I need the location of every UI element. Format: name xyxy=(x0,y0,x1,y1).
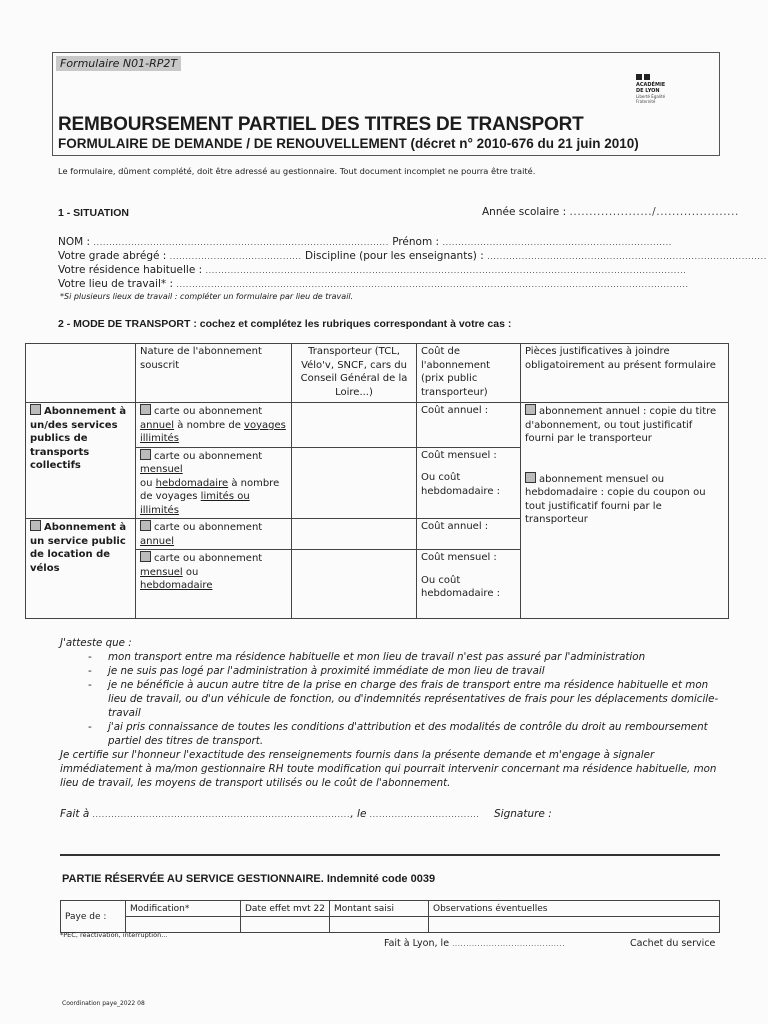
piece2-text: abonnement mensuel ou hebdomadaire : copie du coupon ou tout justificatif fourni par le transporteur xyxy=(525,473,706,525)
academie-logo xyxy=(636,74,680,104)
residence-field[interactable] xyxy=(58,263,686,278)
row1b-limites: limités ou illimités xyxy=(140,491,250,516)
attestation-block xyxy=(60,636,720,790)
row2b-cost-hebdo: Ou coût hebdomadaire : xyxy=(421,574,501,599)
list-item: - je ne bénéficie à aucun autre titre de la prise en charge des frais de transport entre ma résidence habituelle et mon lieu de travail, ou d'un véhicule de fonction, ou d'indemnités représentatives de frais pour les déplacements domicile-travail xyxy=(88,679,719,719)
mode-heading-rest: cochez et complétez les rubriques correspondant à votre cas : xyxy=(199,318,512,330)
mode-heading-main: 2 - MODE DE TRANSPORT : xyxy=(58,318,197,330)
list-item: - je ne suis pas logé par l'administration à proximité immédiate de mon lieu de travail xyxy=(88,665,545,677)
coordination-footer: Coordination paye_2022 08 xyxy=(62,1000,145,1007)
reserve-heading: PARTIE RÉSERVÉE AU SERVICE GESTIONNAIRE. Indemnité code 0039 xyxy=(62,873,436,885)
row2b-pre: carte ou abonnement xyxy=(154,553,263,564)
fait-lyon-label: Fait à Lyon, le xyxy=(384,938,450,949)
nom-dots: .............................................................................................. xyxy=(93,238,389,247)
prenom-label: Prénom : xyxy=(392,236,440,248)
certify-text: Je certifie sur l'honneur l'exactitude des renseignements fournis dans la présente demande et m'engage à signaler immédiatement à ma/mon gestionnaire RH toute modification qui pourrait intervenir concernant ma résidence habituelle, mon lieu de travail, les moyens de transport utilisés ou le coût de l'abonnement. xyxy=(60,749,717,789)
prenom-dots: ......................................................................... xyxy=(442,238,672,247)
row2a-pre: carte ou abonnement xyxy=(154,522,263,533)
pay-cell-date[interactable] xyxy=(241,917,330,933)
lieu-travail-field[interactable] xyxy=(58,277,689,292)
checkbox-piece1-icon[interactable] xyxy=(525,404,536,415)
row1b-mensuel: mensuel xyxy=(140,464,183,475)
logo-motto: Liberté Égalité Fraternité xyxy=(636,94,666,104)
residence-dots: ......................................................................................................................................................... xyxy=(205,266,687,275)
pay-col-paye: Paye de : xyxy=(61,901,126,933)
row2-label: Abonnement à un service public de location de vélos xyxy=(30,522,127,574)
annee-dots: ...................../..................... xyxy=(569,206,739,218)
row2a-transporteur-cell[interactable] xyxy=(292,519,417,550)
checkbox-row2b-icon[interactable] xyxy=(140,551,151,562)
residence-label: Votre résidence habituelle : xyxy=(58,264,203,276)
row2b-ou: ou xyxy=(185,566,199,578)
transport-table xyxy=(25,343,729,619)
row1a-nature-cell[interactable] xyxy=(136,403,292,448)
table-header-row xyxy=(26,344,729,403)
signature-field[interactable]: Signature : xyxy=(494,808,552,820)
row2a-annuel: annuel xyxy=(140,535,175,547)
pay-col-observations: Observations éventuelles xyxy=(428,901,719,917)
fait-lyon-field[interactable] xyxy=(384,938,565,949)
piece2-item[interactable] xyxy=(525,472,724,527)
intro-text: Le formulaire, dûment complété, doit être adressé au gestionnaire. Tout document incomplet ne pourra être traité. xyxy=(58,166,536,176)
list-item: - mon transport entre ma résidence habituelle et mon lieu de travail n'est pas assuré par l'administration xyxy=(88,651,646,663)
fait-dots: .................................................................................. xyxy=(92,810,351,819)
row1b-hebdomadaire: hebdomadaire xyxy=(155,477,229,489)
row2a-cost-cell[interactable]: Coût annuel : xyxy=(417,519,521,550)
header-pieces: Pièces justificatives à joindre obligatoirement au présent formulaire xyxy=(521,344,729,403)
payment-table xyxy=(60,900,720,933)
checkbox-row1b-icon[interactable] xyxy=(140,449,151,460)
header-empty-cell xyxy=(26,344,136,403)
header-cout: Coût de l'abonnement (prix public transporteur) xyxy=(417,344,521,403)
list-item: - j'ai pris connaissance de toutes les conditions d'attribution et des modalités de contrôle du droit au remboursement partiel des titres de transport. xyxy=(88,721,708,747)
divider xyxy=(60,854,720,856)
pieces-cell xyxy=(521,403,729,619)
checkbox-row1a-icon[interactable] xyxy=(140,404,151,415)
row1a-mid: à nombre de xyxy=(177,419,241,431)
checkbox-row1-icon[interactable] xyxy=(30,404,41,415)
piece1-item[interactable] xyxy=(525,404,724,446)
row2-label-cell[interactable] xyxy=(26,519,136,619)
grade-dots: .......................................... xyxy=(169,252,302,261)
le-dots: ................................... xyxy=(369,810,480,819)
pay-cell-observations[interactable] xyxy=(428,917,719,933)
annee-label: Année scolaire : xyxy=(482,206,567,218)
annee-scolaire-field[interactable] xyxy=(482,205,739,219)
section-situation-heading: 1 - SITUATION xyxy=(58,207,129,219)
checkbox-row2a-icon[interactable] xyxy=(140,520,151,531)
checkbox-row2-icon[interactable] xyxy=(30,520,41,531)
row1a-cost-cell[interactable]: Coût annuel : xyxy=(417,403,521,448)
discipline-label: Discipline (pour les enseignants) : xyxy=(305,250,484,262)
row1-label-cell[interactable] xyxy=(26,403,136,519)
fait-lyon-dots: ........................................ xyxy=(452,940,566,948)
row1b-post: à nombre de voyages xyxy=(140,477,280,502)
pay-cell-montant[interactable] xyxy=(329,917,428,933)
table-row xyxy=(26,403,729,448)
row2b-transporteur-cell[interactable] xyxy=(292,550,417,619)
attest-lead: J'atteste que : xyxy=(60,637,132,649)
row2b-hebdomadaire: hebdomadaire xyxy=(140,580,213,591)
page-subtitle: FORMULAIRE DE DEMANDE / DE RENOUVELLEMENT (décret n° 2010-676 du 21 juin 2010) xyxy=(58,136,639,151)
row1a-illimites: voyages illimités xyxy=(140,419,286,444)
fait-label: Fait à xyxy=(60,808,90,820)
le-label: , le xyxy=(350,808,367,820)
row1b-cost-hebdo: Ou coût hebdomadaire : xyxy=(421,472,501,497)
section-mode-heading xyxy=(58,318,511,330)
attest-item-text: j'ai pris connaissance de toutes les conditions d'attribution et des modalités de contrôle du droit au remboursement partiel des titres de transport. xyxy=(108,721,708,747)
pay-col-modification: Modification* xyxy=(126,901,241,917)
row2b-nature-cell[interactable] xyxy=(136,550,292,619)
row2a-nature-cell[interactable] xyxy=(136,519,292,550)
row1b-ou: ou xyxy=(140,477,153,489)
pay-col-montant: Montant saisi xyxy=(329,901,428,917)
pay-col-date: Date effet mvt 22 xyxy=(241,901,330,917)
lieu-label: Votre lieu de travail* : xyxy=(58,278,174,290)
cachet-label: Cachet du service xyxy=(630,938,716,949)
logo-mark-icon xyxy=(636,74,680,80)
piece1-text: abonnement annuel : copie du titre d'abonnement, ou tout justificatif fourni par le transporteur xyxy=(525,406,717,444)
header-nature: Nature de l'abonnement souscrit xyxy=(136,344,292,403)
attest-item-text: mon transport entre ma résidence habituelle et mon lieu de travail n'est pas assuré par l'administration xyxy=(108,651,646,663)
row2b-mensuel: mensuel xyxy=(140,566,183,578)
grade-field[interactable] xyxy=(58,249,767,264)
row1-label: Abonnement à un/des services publics de transports collectifs xyxy=(30,406,127,471)
page-title: REMBOURSEMENT PARTIEL DES TITRES DE TRANSPORT xyxy=(58,114,584,135)
attest-item-text: je ne bénéficie à aucun autre titre de la prise en charge des frais de transport entre ma résidence habituelle et mon lieu de travail, ou d'un véhicule de fonction, ou d'indemnités représentatives de frais pour les déplacements domicile-travail xyxy=(108,679,719,719)
form-code-label: Formulaire N01-RP2T xyxy=(56,56,181,71)
lieu-travail-note: *Si plusieurs lieux de travail : compléter un formulaire par lieu de travail. xyxy=(60,292,354,301)
grade-label: Votre grade abrégé : xyxy=(58,250,167,262)
row1a-pre: carte ou abonnement xyxy=(154,406,263,417)
logo-line1: ACADÉMIE xyxy=(636,82,666,88)
header-transporteur: Transporteur (TCL, Vélo'v, SNCF, cars du Conseil Général de la Loire...) xyxy=(292,344,417,403)
logo-line2: DE LYON xyxy=(636,88,660,94)
row1a-annuel: annuel xyxy=(140,419,175,431)
row2b-cost-cell[interactable] xyxy=(417,550,521,619)
pay-footnote: *PEC, réactivation, interruption... xyxy=(60,931,168,939)
row1a-transporteur-cell[interactable] xyxy=(292,403,417,448)
row1b-transporteur-cell[interactable] xyxy=(292,447,417,519)
row2b-cost-mensuel: Coût mensuel : xyxy=(421,552,497,563)
row1b-nature-cell[interactable] xyxy=(136,447,292,519)
row1b-pre: carte ou abonnement xyxy=(154,450,263,462)
nom-label: NOM : xyxy=(58,236,91,248)
nom-field[interactable] xyxy=(58,235,672,250)
attest-item-text: je ne suis pas logé par l'administration à proximité immédiate de mon lieu de travail xyxy=(108,665,545,677)
discipline-dots: ......................................................................................... xyxy=(487,252,767,261)
lieu-dots: ................................................................................................................................................................... xyxy=(176,280,689,289)
row1b-cost-mensuel: Coût mensuel : xyxy=(421,449,497,461)
table-row xyxy=(61,901,720,917)
row1b-cost-cell[interactable] xyxy=(417,447,521,519)
checkbox-piece2-icon[interactable] xyxy=(525,472,536,483)
fait-a-field[interactable] xyxy=(60,808,480,820)
